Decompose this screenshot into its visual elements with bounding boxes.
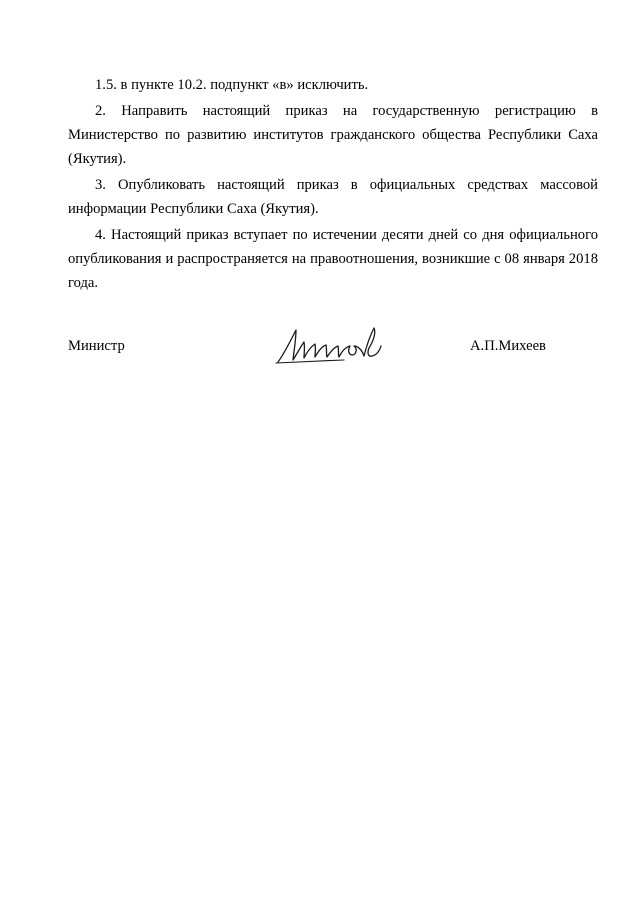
- signature-block: [68, 320, 598, 370]
- position-title: Министр: [68, 338, 125, 354]
- document-body: [68, 73, 598, 297]
- signatory-name: А.П.Михеев: [470, 338, 546, 354]
- paragraph-3: 3. Опубликовать настоящий приказ в официальных средствах массовой информации Республики Саха (Якутия).: [68, 177, 598, 217]
- handwritten-signature-icon: [274, 322, 390, 368]
- paragraph-2: 2. Направить настоящий приказ на государственную регистрацию в Министерство по развитию институтов гражданского общества Республики Саха (Якутия).: [68, 103, 598, 167]
- paragraph-4: 4. Настоящий приказ вступает по истечении десяти дней со дня официального опубликования и распространяется на правоотношения, возникшие с 08 января 2018 года.: [68, 227, 598, 291]
- paragraph-1-5: 1.5. в пункте 10.2. подпункт «в» исключить.: [95, 77, 369, 93]
